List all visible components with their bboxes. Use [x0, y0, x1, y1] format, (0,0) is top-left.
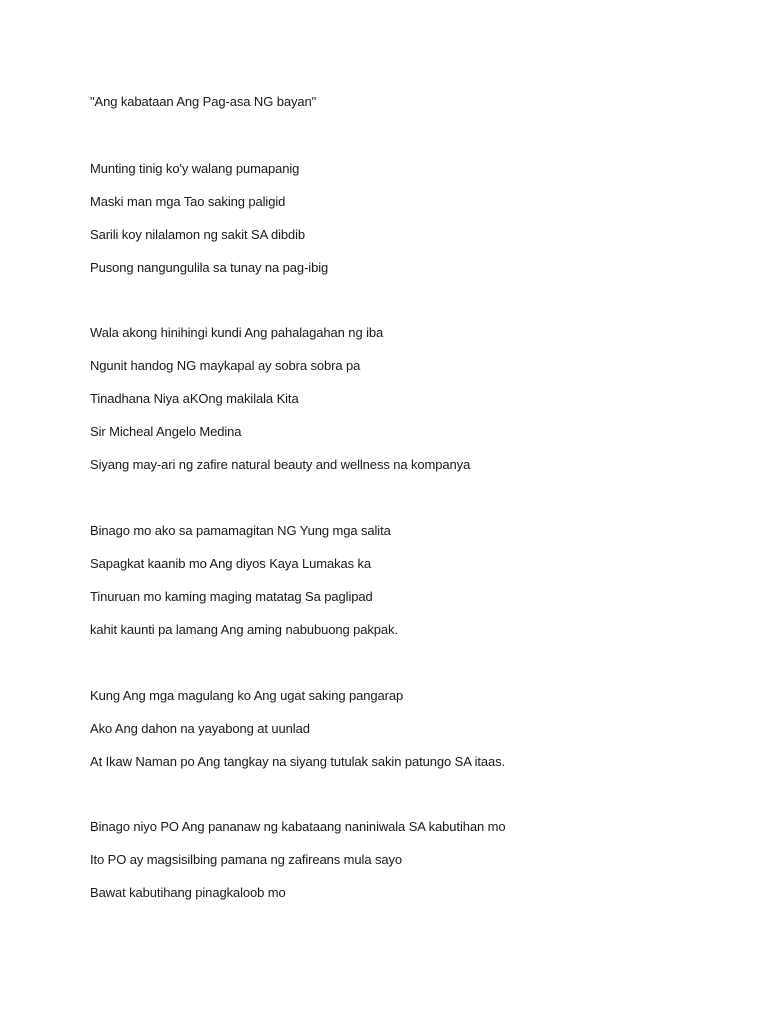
poem-line: Binago niyo PO Ang pananaw ng kabataang naniniwala SA kabutihan mo — [90, 819, 506, 834]
stanza-4 — [90, 687, 505, 786]
poem-line: Pusong nangungulila sa tunay na pag-ibig — [90, 260, 329, 275]
poem-line: Binago mo ako sa pamamagitan NG Yung mga salita — [90, 523, 391, 538]
stanza-1 — [90, 160, 328, 292]
poem-line: Ito PO ay magsisilbing pamana ng zafireans mula sayo — [90, 852, 403, 867]
poem-line: kahit kaunti pa lamang Ang aming nabubuong pakpak. — [90, 622, 398, 637]
poem-line: Sir Micheal Angelo Medina — [90, 424, 242, 439]
stanza-2 — [90, 324, 470, 489]
poem-line: Munting tinig ko'y walang pumapanig — [90, 161, 300, 176]
poem-line: At Ikaw Naman po Ang tangkay na siyang tutulak sakin patungo SA itaas. — [90, 754, 506, 769]
poem-line: Sarili koy nilalamon ng sakit SA dibdib — [90, 227, 306, 242]
poem-line: Wala akong hinihingi kundi Ang pahalagahan ng iba — [90, 325, 384, 340]
poem-line: Kung Ang mga magulang ko Ang ugat saking pangarap — [90, 688, 404, 703]
stanza-3 — [90, 522, 398, 654]
poem-line: Siyang may-ari ng zafire natural beauty and wellness na kompanya — [90, 457, 471, 472]
poem-line: Sapagkat kaanib mo Ang diyos Kaya Lumakas ka — [90, 556, 372, 571]
poem-line: Tinadhana Niya aKOng makilala Kita — [90, 391, 299, 406]
poem-line: Bawat kabutihang pinagkaloob mo — [90, 885, 286, 900]
poem-line: Ako Ang dahon na yayabong at uunlad — [90, 721, 310, 736]
poem-title: "Ang kabataan Ang Pag-asa NG bayan" — [90, 94, 317, 109]
poem-line: Maski man mga Tao saking paligid — [90, 194, 286, 209]
poem-line: Tinuruan mo kaming maging matatag Sa paglipad — [90, 589, 373, 604]
poem-line: Ngunit handog NG maykapal ay sobra sobra pa — [90, 358, 361, 373]
stanza-5 — [90, 818, 506, 917]
